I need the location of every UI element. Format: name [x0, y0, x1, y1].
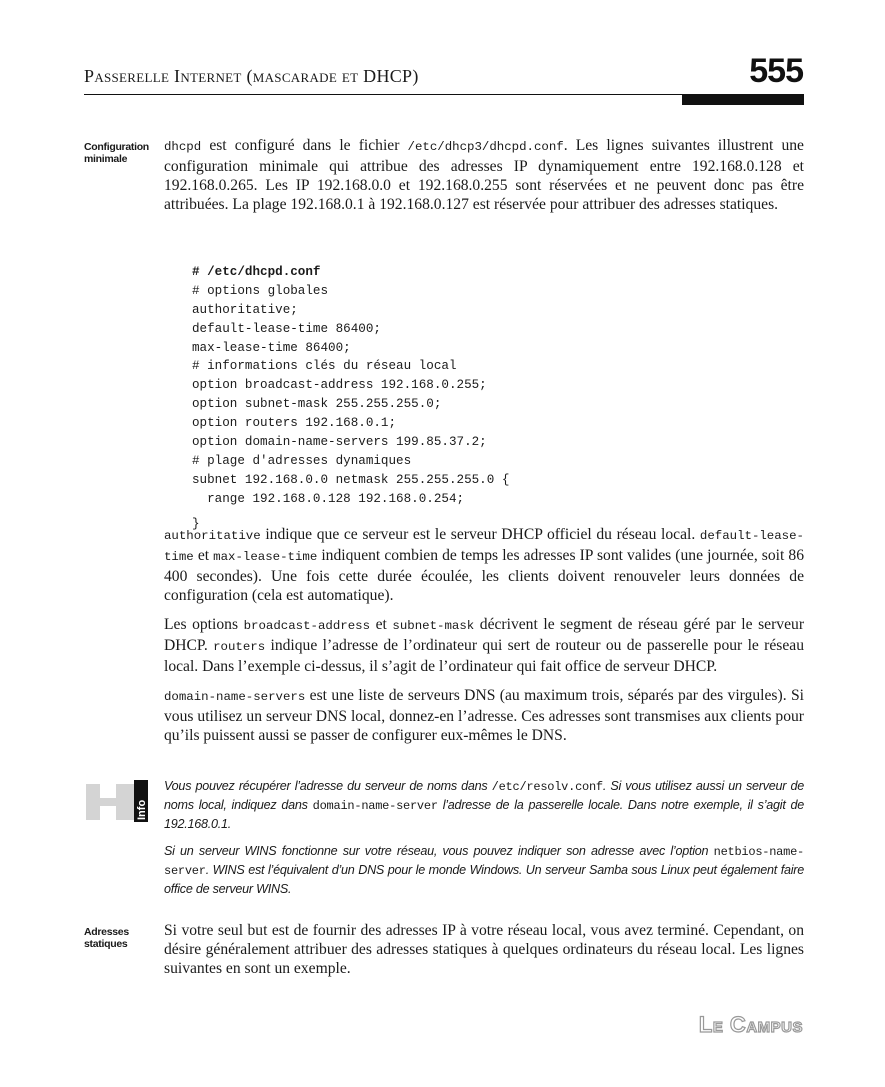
header-dhcp: DHCP: [363, 66, 413, 86]
text: Les options: [164, 616, 244, 633]
header-word-passerelle: asserelle: [94, 66, 175, 86]
text: . WINS est l’équivalent d’un DNS pour le monde Windows. Un serveur Samba sous Linux peut également faire office de serveur WINS.: [164, 863, 804, 896]
text: est configuré dans le fichier: [201, 137, 408, 154]
code-line: # /etc/dhcpd.conf: [192, 264, 321, 279]
header-cap-i: I: [174, 66, 181, 86]
header-cap-p: P: [84, 66, 95, 86]
text: indiquent combien de temps les adresses IP sont valides (une journée, soit 86 400 secondes). Une fois cette durée écoulée, les clients doivent renouveler leurs données de configuration (cela est automatique).: [164, 547, 804, 604]
code-default-lease-time: default-lease-time: [164, 529, 804, 564]
code-line: # options globales: [192, 283, 329, 298]
text: Si un serveur WINS fonctionne sur votre réseau, vous pouvez indiquer son adresse avec l’option: [164, 844, 714, 858]
body-explanations: [164, 525, 804, 755]
text: et: [193, 547, 214, 564]
code-line: option broadcast-address 192.168.0.255;: [192, 378, 487, 393]
code-line: }: [192, 516, 200, 531]
code-line: option subnet-mask 255.255.255.0;: [192, 397, 442, 412]
code-line: subnet 192.168.0.0 netmask 255.255.255.0 {: [192, 472, 510, 487]
text: . Si vous utilisez aussi un serveur de noms local, indiquez dans: [164, 779, 804, 812]
code-subnet-mask: subnet-mask: [392, 619, 475, 633]
text: l’adresse de la passerelle locale. Dans notre exemple, il s’agit de 192.168.0.1.: [164, 798, 805, 831]
text: et: [370, 616, 393, 633]
publisher-logo: Le Campus: [698, 1012, 803, 1037]
code-listing: [192, 244, 509, 534]
margin-note-line: Adresses: [84, 926, 129, 938]
running-header-title: [84, 66, 419, 87]
info-icon-label: Info: [136, 799, 148, 820]
text: indique l’adresse de l’ordinateur qui sert de routeur ou de passerelle pour le réseau local. Dans l’exemple ci-dessus, il s’agit de l’ordinateur qui fait office de serveur DHCP.: [164, 637, 804, 675]
info-note: [164, 777, 804, 907]
code-line: option domain-name-servers 199.85.37.2;: [192, 435, 487, 450]
code-line: # plage d'adresses dynamiques: [192, 453, 412, 468]
code-domain-name-servers: domain-name-servers: [164, 690, 306, 704]
text: est une liste de serveurs DNS (au maximum trois, séparés par des virgules). Si vous utilisez un serveur DNS local, donnez-en l’adresse. Ces adresses sont transmises aux clients pour qu’ils puissent aussi se passer de configurer eux-mêmes le DNS.: [164, 687, 804, 744]
paragraph-options: [164, 615, 804, 676]
code-domain-name-server: domain-name-server: [312, 799, 438, 813]
text: . Les lignes suivantes illustrent une configuration minimale qui attribue des adresses IP dynamiquement entre 192.168.0.128 et 192.168.0.265. Les IP 192.168.0.0 et 192.168.0.255 sont réservées et ne peuvent donc pas être attribuées. La plage 192.168.0.1 à 192.168.0.127 est réservée pour attribuer des adresses statiques.: [164, 137, 804, 213]
paragraph-static: [164, 921, 804, 988]
code-line: range 192.168.0.128 192.168.0.254;: [192, 491, 465, 506]
header-word-internet: nternet (mascarade et: [180, 66, 364, 86]
margin-note-line: Configuration: [84, 141, 149, 153]
code-line: option routers 192.168.0.1;: [192, 416, 397, 431]
header-close-paren: ): [412, 66, 419, 86]
paragraph-static-text: Si votre seul but est de fournir des adresses IP à votre réseau local, vous avez terminé. Cependant, on désire généralement attribuer des adresses statiques à quelques ordinateurs du réseau local. Les lignes suivantes en sont un exemple.: [164, 922, 804, 977]
paragraph-intro: [164, 136, 804, 224]
code-broadcast-address: broadcast-address: [243, 619, 370, 633]
code-line: max-lease-time 86400;: [192, 340, 351, 355]
code-line: # informations clés du réseau local: [192, 359, 457, 374]
code-path: /etc/dhcp3/dhcpd.conf: [407, 140, 564, 154]
margin-note-line: statiques: [84, 938, 128, 950]
code-line: default-lease-time 86400;: [192, 321, 381, 336]
info-paragraph-resolv: [164, 777, 804, 833]
text: Vous pouvez récupérer l’adresse du serveur de noms dans: [164, 779, 492, 793]
margin-note-line: minimale: [84, 153, 128, 165]
margin-note-static-addresses: [84, 926, 156, 950]
header-rule-bar: [682, 94, 804, 105]
code-authoritative: authoritative: [164, 529, 261, 543]
paragraph-authoritative: [164, 525, 804, 605]
code-dhcpd: dhcpd: [164, 140, 202, 154]
margin-note-configuration: [84, 141, 156, 165]
code-line: authoritative;: [192, 302, 298, 317]
paragraph-dns: [164, 686, 804, 745]
code-resolv-conf: /etc/resolv.conf: [491, 780, 603, 794]
text: décrivent le segment de réseau géré par le serveur DHCP.: [164, 616, 805, 654]
page-number: 555: [749, 52, 803, 90]
text: indique que ce serveur est le serveur DHCP officiel du réseau local.: [260, 526, 700, 543]
info-paragraph-wins: [164, 842, 804, 898]
code-routers: routers: [213, 640, 266, 654]
code-max-lease-time: max-lease-time: [213, 550, 318, 564]
info-icon: [86, 780, 150, 822]
code-netbios-name-server: netbios-name-server: [164, 845, 804, 878]
